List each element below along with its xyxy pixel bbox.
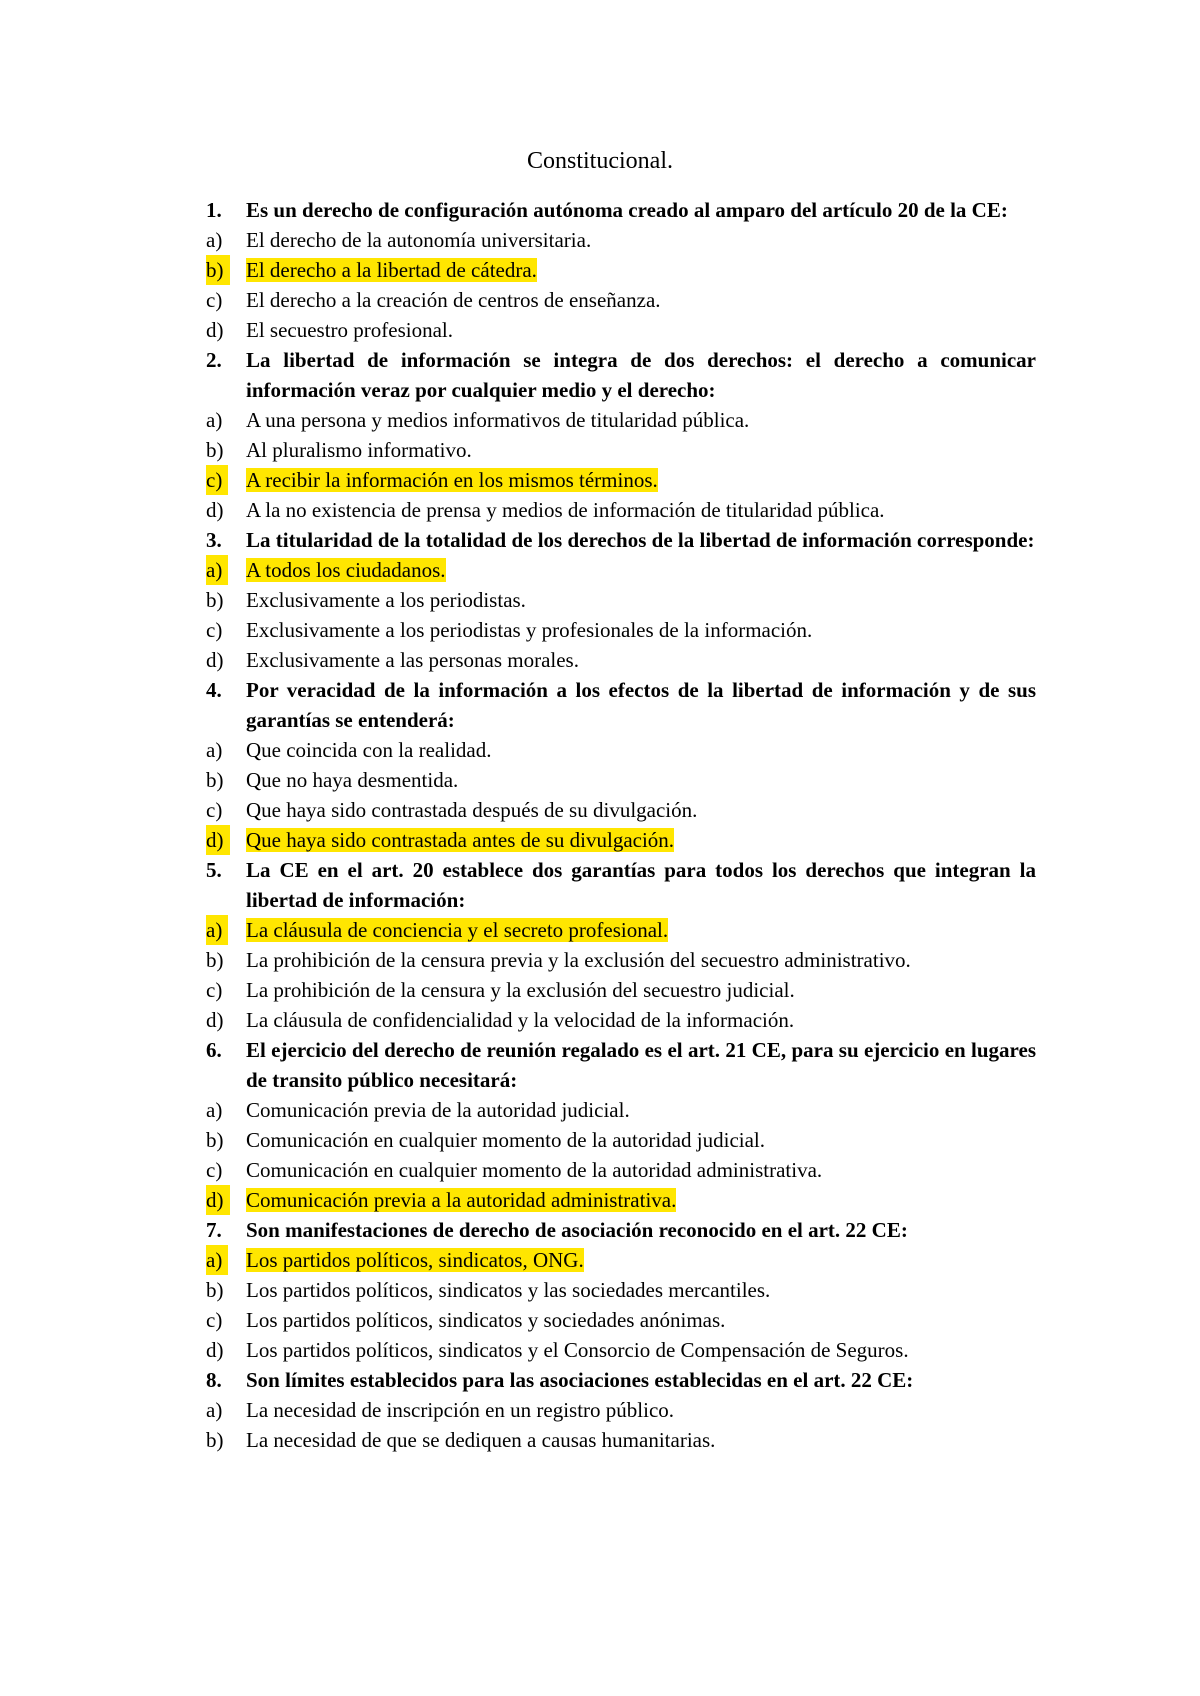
answer-option-highlighted [206,915,1036,945]
answer-option [206,1095,1036,1125]
question-item [206,195,1036,345]
question-text: Son manifestaciones de derecho de asociación reconocido en el art. 22 CE: [246,1218,908,1242]
option-text: La prohibición de la censura previa y la exclusión del secuestro administrativo. [246,948,911,972]
answer-options [206,1245,1036,1365]
option-letter: c) [206,465,228,495]
answer-option [206,1335,1036,1365]
answer-option [206,1005,1036,1035]
answer-option [206,975,1036,1005]
option-letter: c) [206,798,223,822]
answer-option [206,495,1036,525]
option-letter: a) [206,738,223,762]
option-text: A todos los ciudadanos. [246,558,446,582]
option-letter: b) [206,438,224,462]
question-stem [206,1035,1036,1095]
answer-option-highlighted [206,825,1036,855]
question-text: Son límites establecidos para las asociaciones establecidas en el art. 22 CE: [246,1368,914,1392]
answer-option [206,285,1036,315]
option-letter: a) [206,555,228,585]
option-letter: a) [206,1098,223,1122]
option-text: El derecho a la creación de centros de enseñanza. [246,288,661,312]
question-number: 7. [206,1218,222,1242]
option-letter: c) [206,618,223,642]
option-letter: d) [206,1338,224,1362]
option-letter: a) [206,1398,223,1422]
question-number: 6. [206,1038,222,1062]
option-text: Que haya sido contrastada antes de su divulgación. [246,828,675,852]
option-letter: b) [206,1428,224,1452]
answer-options [206,735,1036,855]
option-text: Comunicación previa a la autoridad administrativa. [246,1188,677,1212]
option-letter: b) [206,588,224,612]
option-text: Que coincida con la realidad. [246,738,492,762]
option-text: Los partidos políticos, sindicatos, ONG. [246,1248,584,1272]
question-item [206,1215,1036,1365]
question-text: Es un derecho de configuración autónoma creado al amparo del artículo 20 de la CE: [246,198,1008,222]
option-letter: a) [206,228,223,252]
option-text: Exclusivamente a los periodistas. [246,588,526,612]
answer-option [206,1125,1036,1155]
question-text: Por veracidad de la información a los efectos de la libertad de información y de sus garantías se entenderá: [246,678,1036,732]
option-text: La prohibición de la censura y la exclusión del secuestro judicial. [246,978,795,1002]
question-text: La libertad de información se integra de dos derechos: el derecho a comunicar información veraz por cualquier medio y el derecho: [246,348,1036,402]
answer-option [206,1275,1036,1305]
option-text: Que haya sido contrastada después de su divulgación. [246,798,698,822]
option-letter: a) [206,915,228,945]
option-text: Comunicación en cualquier momento de la autoridad judicial. [246,1128,766,1152]
option-letter: c) [206,1308,223,1332]
question-item [206,855,1036,1035]
answer-option-highlighted [206,255,1036,285]
option-letter: b) [206,255,230,285]
option-text: A la no existencia de prensa y medios de información de titularidad pública. [246,498,885,522]
option-letter: d) [206,318,224,342]
option-letter: a) [206,408,223,432]
question-number: 3. [206,528,222,552]
answer-option [206,1305,1036,1335]
option-letter: b) [206,1278,224,1302]
answer-option [206,1395,1036,1425]
answer-options [206,915,1036,1035]
answer-option [206,435,1036,465]
answer-option [206,315,1036,345]
answer-options [206,1395,1036,1455]
option-text: Comunicación en cualquier momento de la autoridad administrativa. [246,1158,823,1182]
option-letter: d) [206,648,224,672]
answer-option-highlighted [206,465,1036,495]
answer-options [206,225,1036,345]
option-text: La necesidad de que se dediquen a causas humanitarias. [246,1428,716,1452]
question-text: El ejercicio del derecho de reunión regalado es el art. 21 CE, para su ejercicio en lugares de transito público necesitará: [246,1038,1036,1092]
answer-option [206,945,1036,975]
option-text: Los partidos políticos, sindicatos y el Consorcio de Compensación de Seguros. [246,1338,909,1362]
question-text: La titularidad de la totalidad de los derechos de la libertad de información corresponde: [246,528,1035,552]
question-item [206,675,1036,855]
answer-option [206,225,1036,255]
option-text: Exclusivamente a las personas morales. [246,648,579,672]
option-letter: c) [206,288,223,312]
option-text: La cláusula de confidencialidad y la velocidad de la información. [246,1008,795,1032]
option-text: El derecho a la libertad de cátedra. [246,258,537,282]
question-item [206,1035,1036,1215]
question-stem [206,345,1036,405]
answer-options [206,405,1036,525]
option-letter: d) [206,1185,230,1215]
option-text: El secuestro profesional. [246,318,454,342]
answer-options [206,1095,1036,1215]
answer-option [206,405,1036,435]
answer-option [206,765,1036,795]
answer-option-highlighted [206,555,1036,585]
question-number: 4. [206,678,222,702]
option-text: Los partidos políticos, sindicatos y sociedades anónimas. [246,1308,726,1332]
question-list [206,195,1036,1455]
option-text: La necesidad de inscripción en un registro público. [246,1398,675,1422]
option-text: Que no haya desmentida. [246,768,459,792]
answer-option [206,735,1036,765]
option-text: A una persona y medios informativos de titularidad pública. [246,408,750,432]
option-letter: b) [206,768,224,792]
option-letter: b) [206,1128,224,1152]
question-text: La CE en el art. 20 establece dos garantías para todos los derechos que integran la libertad de información: [246,858,1036,912]
answer-option [206,795,1036,825]
answer-option [206,1425,1036,1455]
option-letter: d) [206,498,224,522]
option-text: El derecho de la autonomía universitaria. [246,228,592,252]
option-text: Al pluralismo informativo. [246,438,472,462]
answer-option-highlighted [206,1185,1036,1215]
option-letter: a) [206,1245,228,1275]
answer-option-highlighted [206,1245,1036,1275]
answer-option [206,585,1036,615]
question-number: 8. [206,1368,222,1392]
option-text: Exclusivamente a los periodistas y profesionales de la información. [246,618,813,642]
question-item [206,525,1036,675]
question-item [206,345,1036,525]
option-letter: b) [206,948,224,972]
option-letter: d) [206,1008,224,1032]
answer-options [206,555,1036,675]
option-text: Comunicación previa de la autoridad judicial. [246,1098,630,1122]
page-title: Constitucional. [527,148,673,174]
option-letter: d) [206,825,230,855]
option-text: La cláusula de conciencia y el secreto profesional. [246,918,669,942]
question-number: 1. [206,198,222,222]
question-number: 2. [206,348,222,372]
option-letter: c) [206,978,223,1002]
question-stem [206,195,1036,225]
question-stem [206,675,1036,735]
option-text: A recibir la información en los mismos términos. [246,468,658,492]
question-number: 5. [206,858,222,882]
question-stem [206,525,1036,555]
option-text: Los partidos políticos, sindicatos y las sociedades mercantiles. [246,1278,771,1302]
option-letter: c) [206,1158,223,1182]
question-item [206,1365,1036,1455]
question-stem [206,855,1036,915]
answer-option [206,1155,1036,1185]
answer-option [206,615,1036,645]
answer-option [206,645,1036,675]
question-stem [206,1215,1036,1245]
question-stem [206,1365,1036,1395]
